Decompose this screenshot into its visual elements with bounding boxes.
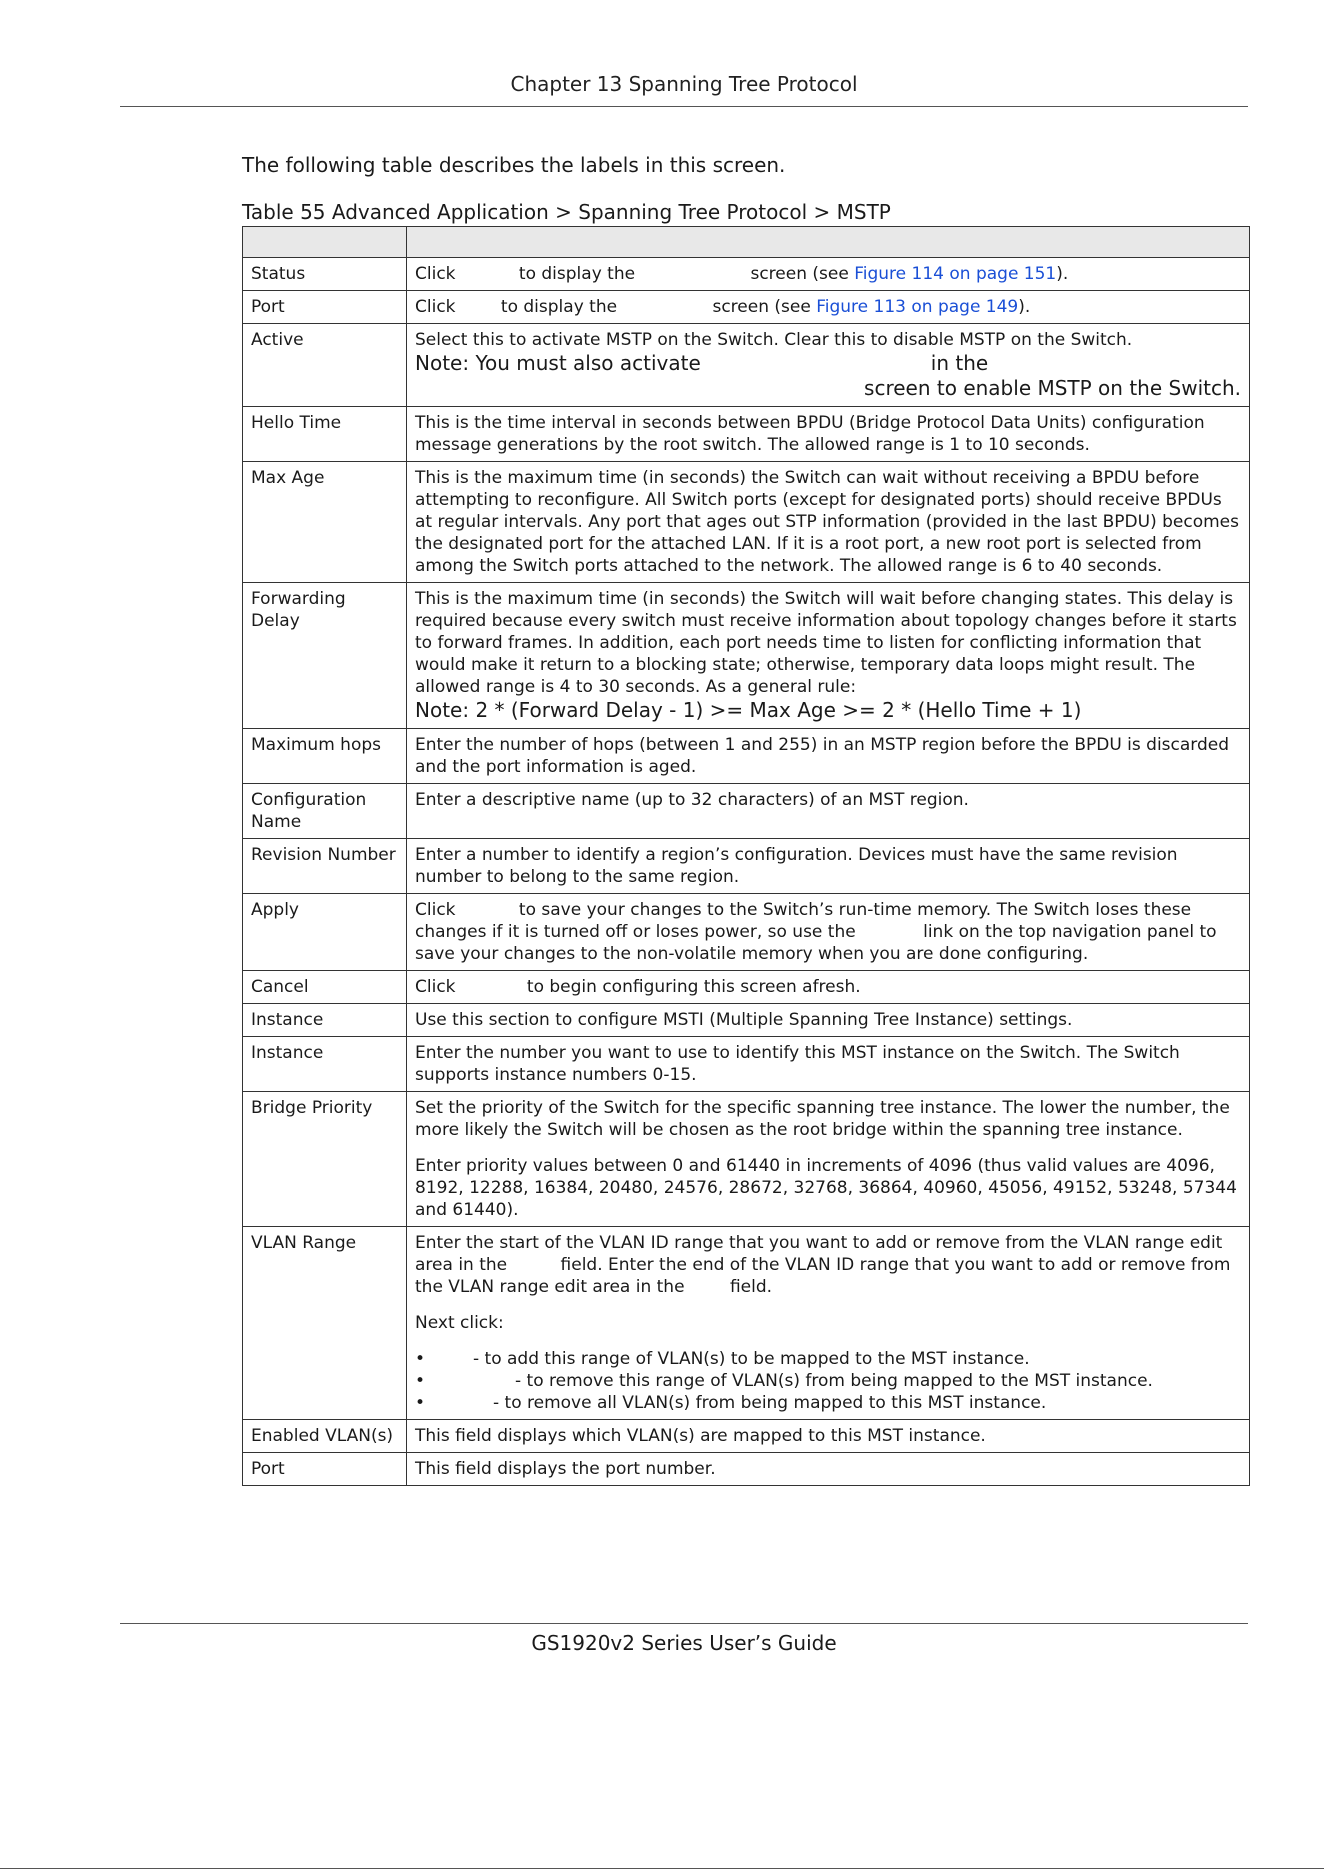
table-row — [243, 462, 1250, 583]
row-label: Max Age — [243, 462, 407, 583]
header-cell-description — [407, 227, 1250, 258]
table-row — [243, 729, 1250, 784]
desc-text: Set the priority of the Switch for the specific spanning tree instance. The lower the number, the more likely the Switch will be chosen as the root bridge within the spanning tree instance. — [415, 1098, 1230, 1140]
desc-part: Enter the start of the VLAN ID range that you want to add or remove from the VLAN range edit area in the — [415, 1233, 1223, 1275]
desc-text: to save your changes to the Switch’s run-time memory. The Switch loses these changes if it is turned off or loses power, so use the — [415, 900, 1192, 942]
desc-part: field. Enter the end of the VLAN ID range that you want to add or remove from the VLAN range edit area in the — [415, 1255, 1231, 1297]
bullet-item: • - to add this range of VLAN(s) to be mapped to the MST instance. — [415, 1349, 1030, 1369]
row-description: Enter the number you want to use to identify this MST instance on the Switch. The Switch supports instance numbers 0-15. — [407, 1037, 1250, 1092]
figure-link[interactable]: Figure 113 on page 149 — [816, 297, 1019, 317]
table-row — [243, 1420, 1250, 1453]
desc-text: Enter priority values between 0 and 61440 in increments of 4096 (thus valid values are 4096, 8192, 12288, 16384, 20480, 24576, 28672, 32768, 36864, 40960, 45056, 49152, 53248, 57344 and 61440). — [415, 1156, 1237, 1220]
row-description — [407, 1227, 1250, 1420]
note-text: Note: 2 * (Forward Delay - 1) >= Max Age >= 2 * (Hello Time + 1) — [415, 698, 1082, 722]
desc-text: to display the — [518, 264, 636, 284]
desc-text: Click — [415, 900, 456, 920]
bottom-rule — [0, 1868, 1324, 1869]
table-row — [243, 291, 1250, 324]
table-row — [243, 1092, 1250, 1227]
note-text — [415, 351, 1241, 401]
row-label: Port — [243, 1453, 407, 1486]
label-table — [242, 226, 1250, 1486]
row-label: Active — [243, 324, 407, 407]
header-cell-label — [243, 227, 407, 258]
row-description — [407, 894, 1250, 971]
row-description — [407, 258, 1250, 291]
desc-text: Next click: — [415, 1313, 504, 1333]
row-label: Configuration Name — [243, 784, 407, 839]
table-header-row — [243, 227, 1250, 258]
note-part: Note: You must also activate — [415, 351, 701, 375]
row-description — [407, 291, 1250, 324]
label-table-wrap — [242, 226, 1250, 1486]
desc-text: Click — [415, 977, 456, 997]
bullet-text: - to remove this range of VLAN(s) from being mapped to the MST instance. — [515, 1371, 1153, 1391]
table-caption: Table 55 Advanced Application > Spanning Tree Protocol > MSTP — [242, 200, 891, 224]
desc-text: screen (see — [750, 264, 855, 284]
row-description: Enter the number of hops (between 1 and 255) in an MSTP region before the BPDU is discarded and the port information is aged. — [407, 729, 1250, 784]
note-part: in the — [930, 351, 989, 375]
row-label: Bridge Priority — [243, 1092, 407, 1227]
desc-text: This is the maximum time (in seconds) the Switch will wait before changing states. This delay is required because every switch must receive information about topology changes before it starts to forward frames. In addition, each port needs time to listen for conflicting information that would make it return to a blocking state; otherwise, temporary data loops might result. The allowed range is 4 to 30 seconds. As a general rule: — [415, 589, 1237, 697]
row-label: Cancel — [243, 971, 407, 1004]
desc-text: Click — [415, 264, 456, 284]
bullet-text: - to add this range of VLAN(s) to be mapped to the MST instance. — [473, 1349, 1030, 1369]
row-description — [407, 324, 1250, 407]
table-row — [243, 258, 1250, 291]
row-label: VLAN Range — [243, 1227, 407, 1420]
row-description: Use this section to configure MSTI (Multiple Spanning Tree Instance) settings. — [407, 1004, 1250, 1037]
desc-text: Select this to activate MSTP on the Switch. Clear this to disable MSTP on the Switch. — [415, 330, 1133, 350]
row-label: Status — [243, 258, 407, 291]
table-row — [243, 971, 1250, 1004]
table-row — [243, 407, 1250, 462]
bullet-text: - to remove all VLAN(s) from being mapped to this MST instance. — [493, 1393, 1047, 1413]
table-row — [243, 894, 1250, 971]
row-description: This is the maximum time (in seconds) the Switch can wait without receiving a BPDU before attempting to reconfigure. All Switch ports (except for designated ports) should receive BPDUs at regular intervals. Any port that ages out STP information (provided in the last BPDU) becomes the designated port for the attached LAN. If it is a root port, a new root port is selected from among the Switch ports attached to the network. The allowed range is 6 to 40 seconds. — [407, 462, 1250, 583]
row-description — [407, 1092, 1250, 1227]
row-label: Instance — [243, 1037, 407, 1092]
row-description: This field displays which VLAN(s) are mapped to this MST instance. — [407, 1420, 1250, 1453]
row-description — [407, 971, 1250, 1004]
row-label: Instance — [243, 1004, 407, 1037]
row-description: Enter a number to identify a region’s configuration. Devices must have the same revision number to belong to the same region. — [407, 839, 1250, 894]
row-label: Port — [243, 291, 407, 324]
table-row — [243, 839, 1250, 894]
page-footer: GS1920v2 Series User’s Guide — [531, 1631, 837, 1655]
note-part: screen to enable MSTP on the Switch. — [864, 376, 1241, 400]
page-header: Chapter 13 Spanning Tree Protocol — [510, 72, 858, 96]
row-label: Hello Time — [243, 407, 407, 462]
desc-text: ). — [1018, 297, 1031, 317]
figure-link[interactable]: Figure 114 on page 151 — [854, 264, 1057, 284]
table-row — [243, 1453, 1250, 1486]
row-label: Maximum hops — [243, 729, 407, 784]
table-row — [243, 784, 1250, 839]
table-row — [243, 1004, 1250, 1037]
desc-text — [415, 1232, 1241, 1298]
row-description: This is the time interval in seconds between BPDU (Bridge Protocol Data Units) configuration message generations by the root switch. The allowed range is 1 to 10 seconds. — [407, 407, 1250, 462]
row-description: This field displays the port number. — [407, 1453, 1250, 1486]
table-row — [243, 583, 1250, 729]
table-row — [243, 1037, 1250, 1092]
bullet-item: • - to remove this range of VLAN(s) from being mapped to the MST instance. — [415, 1371, 1153, 1391]
desc-text: screen (see — [712, 297, 817, 317]
row-label: Enabled VLAN(s) — [243, 1420, 407, 1453]
table-row — [243, 324, 1250, 407]
desc-text: to begin configuring this screen afresh. — [526, 977, 861, 997]
desc-text: link on the top navigation panel to save your changes to the non-volatile memory when you are done configuring. — [415, 922, 1217, 964]
header-rule — [120, 106, 1248, 107]
table-row — [243, 1227, 1250, 1420]
row-description: Enter a descriptive name (up to 32 characters) of an MST region. — [407, 784, 1250, 839]
bullet-item: • - to remove all VLAN(s) from being mapped to this MST instance. — [415, 1393, 1047, 1413]
intro-text: The following table describes the labels in this screen. — [242, 153, 786, 177]
row-label: Revision Number — [243, 839, 407, 894]
row-label: Forwarding Delay — [243, 583, 407, 729]
desc-text: Click — [415, 297, 456, 317]
row-description — [407, 583, 1250, 729]
desc-text: to display the — [500, 297, 618, 317]
desc-part: field. — [729, 1277, 773, 1297]
desc-text: ). — [1056, 264, 1069, 284]
row-label: Apply — [243, 894, 407, 971]
